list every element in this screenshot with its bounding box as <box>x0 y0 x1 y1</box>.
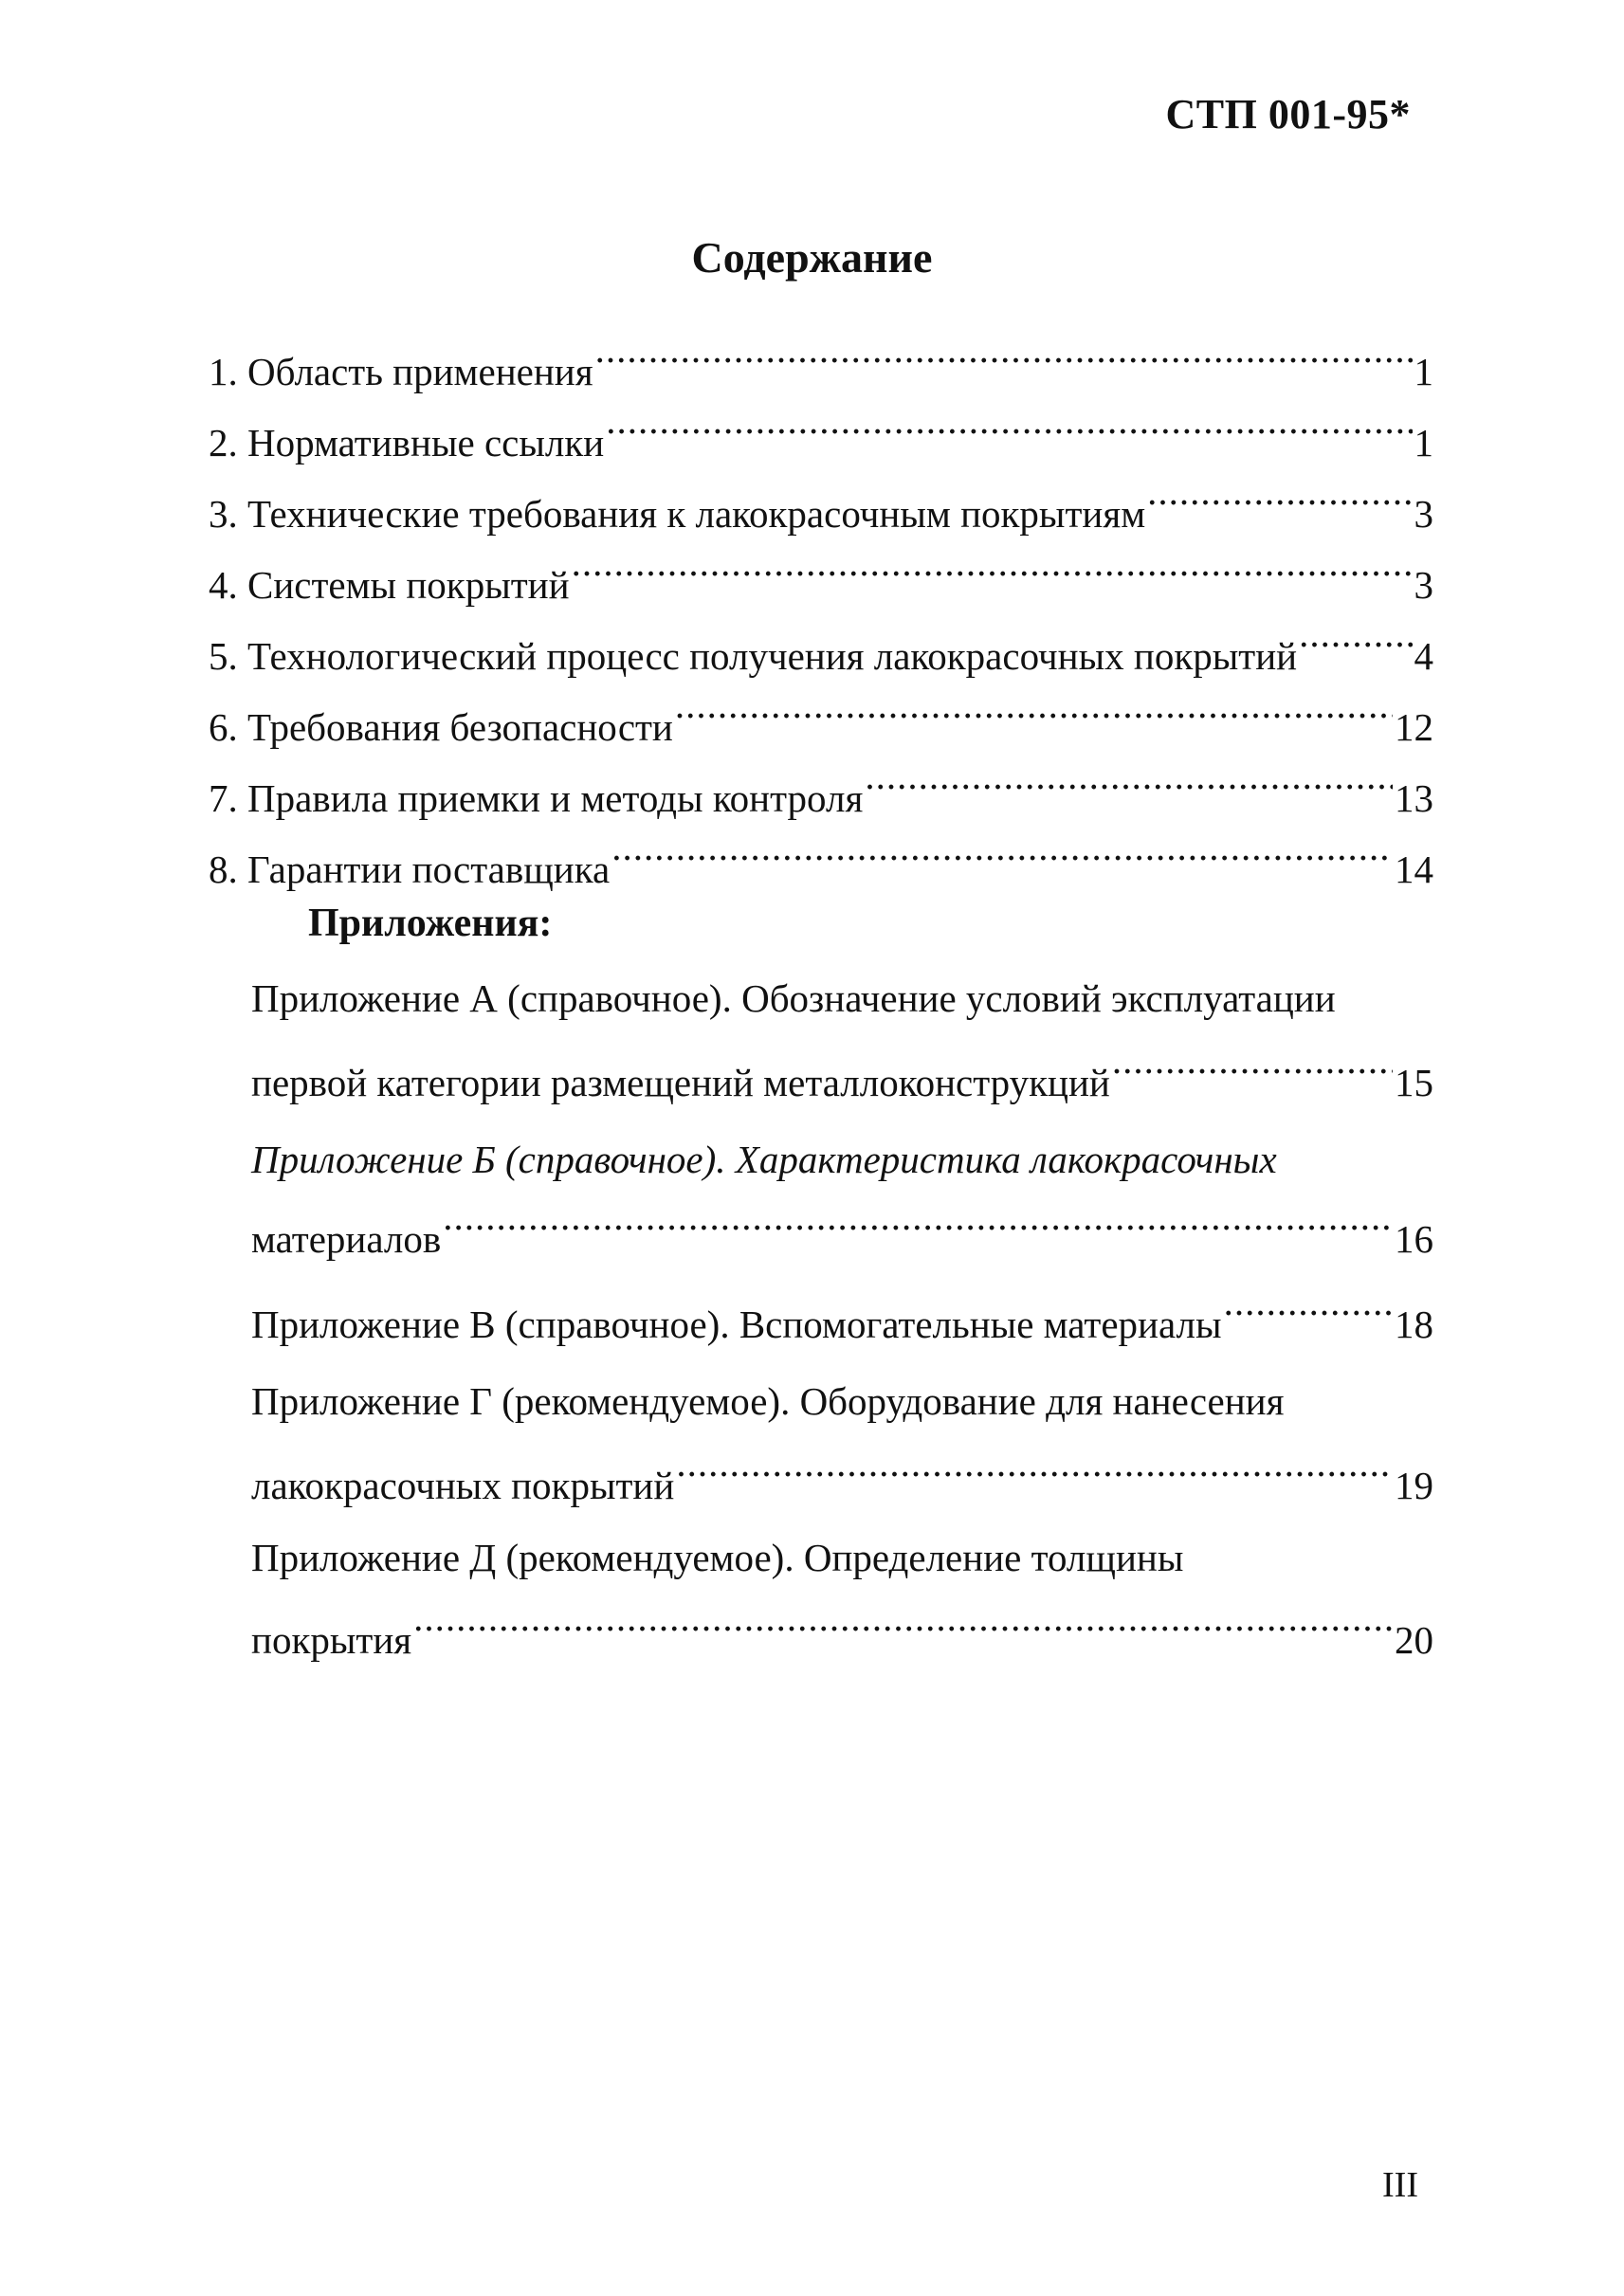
toc-entry-label: материалов <box>251 1217 442 1261</box>
toc-entry-page: 3 <box>1414 563 1433 607</box>
dot-leader <box>1224 1285 1393 1338</box>
toc-entry-page: 4 <box>1414 634 1433 678</box>
toc-entry-label: 5. Технологический процесс получения лакокрасочных покрытий <box>209 634 1298 678</box>
page-title: Содержание <box>691 233 933 282</box>
appendix-b-title[interactable]: Приложение Б (справочное). Характеристика лакокрасочных <box>251 1138 1277 1181</box>
dot-leader <box>413 1600 1393 1653</box>
appendix-d-entry[interactable] <box>251 1600 1433 1667</box>
appendix-g-entry[interactable] <box>251 1446 1433 1512</box>
toc-entry-label: 6. Требования безопасности <box>209 705 673 749</box>
appendix-g-title[interactable]: Приложение Г (рекомендуемое). Оборудование для нанесения <box>251 1379 1285 1423</box>
toc-entry-label: лакокрасочных покрытий <box>251 1464 675 1507</box>
toc-entry-label: 3. Технические требования к лакокрасочным покрытиям <box>209 492 1146 536</box>
dot-leader <box>1112 1043 1393 1096</box>
dot-leader <box>675 687 1393 740</box>
toc-entry-label: 7. Правила приемки и методы контроля <box>209 776 864 820</box>
toc-entry-page: 12 <box>1395 705 1433 749</box>
appendix-b-entry[interactable] <box>251 1199 1433 1266</box>
dot-leader <box>1299 616 1412 669</box>
toc-entry-page: 1 <box>1414 421 1433 465</box>
toc-entry-3[interactable] <box>209 474 1433 540</box>
toc-entry-label: 2. Нормативные ссылки <box>209 421 605 465</box>
toc-entry-8[interactable] <box>209 829 1433 896</box>
toc-entry-page: 1 <box>1414 350 1433 393</box>
toc-entry-1[interactable] <box>209 332 1433 398</box>
toc-entry-page: 14 <box>1395 847 1433 891</box>
toc-entry-page: 15 <box>1395 1061 1433 1104</box>
toc-entry-label: 4. Системы покрытий <box>209 563 570 607</box>
dot-leader <box>1147 474 1412 527</box>
appendix-a-entry[interactable] <box>251 1043 1433 1109</box>
toc-entry-page: 3 <box>1414 492 1433 536</box>
toc-entry-page: 19 <box>1395 1464 1433 1507</box>
document-code: СТП 001-95* <box>1165 91 1411 137</box>
dot-leader <box>611 829 1393 883</box>
toc-entry-6[interactable] <box>209 687 1433 754</box>
toc-entry-label: первой категории размещений металлоконструкций <box>251 1061 1110 1104</box>
appendix-d-title[interactable]: Приложение Д (рекомендуемое). Определение толщины <box>251 1536 1184 1579</box>
toc-entry-label: 1. Область применения <box>209 350 593 393</box>
appendix-a-title[interactable]: Приложение А (справочное). Обозначение условий эксплуатации <box>251 976 1336 1020</box>
toc-entry-label: покрытия <box>251 1618 412 1662</box>
dot-leader <box>572 545 1413 598</box>
dot-leader <box>595 332 1413 385</box>
toc-entry-5[interactable] <box>209 616 1433 683</box>
toc-entry-label: Приложение В (справочное). Вспомогательные материалы <box>251 1303 1222 1346</box>
appendices-heading: Приложения: <box>308 902 553 945</box>
dot-leader <box>676 1446 1393 1499</box>
toc-entry-page: 18 <box>1395 1303 1433 1346</box>
toc-entry-4[interactable] <box>209 545 1433 611</box>
toc-entry-page: 20 <box>1395 1618 1433 1662</box>
page-number: III <box>1382 2165 1418 2205</box>
toc-entry-page: 13 <box>1395 776 1433 820</box>
toc-entry-label: 8. Гарантии поставщика <box>209 847 611 891</box>
toc-entry-7[interactable] <box>209 758 1433 825</box>
dot-leader <box>606 403 1412 456</box>
toc-entry-2[interactable] <box>209 403 1433 469</box>
appendix-v-entry[interactable] <box>251 1285 1433 1351</box>
dot-leader <box>865 758 1393 811</box>
toc-entry-page: 16 <box>1395 1217 1433 1261</box>
dot-leader <box>443 1199 1393 1252</box>
